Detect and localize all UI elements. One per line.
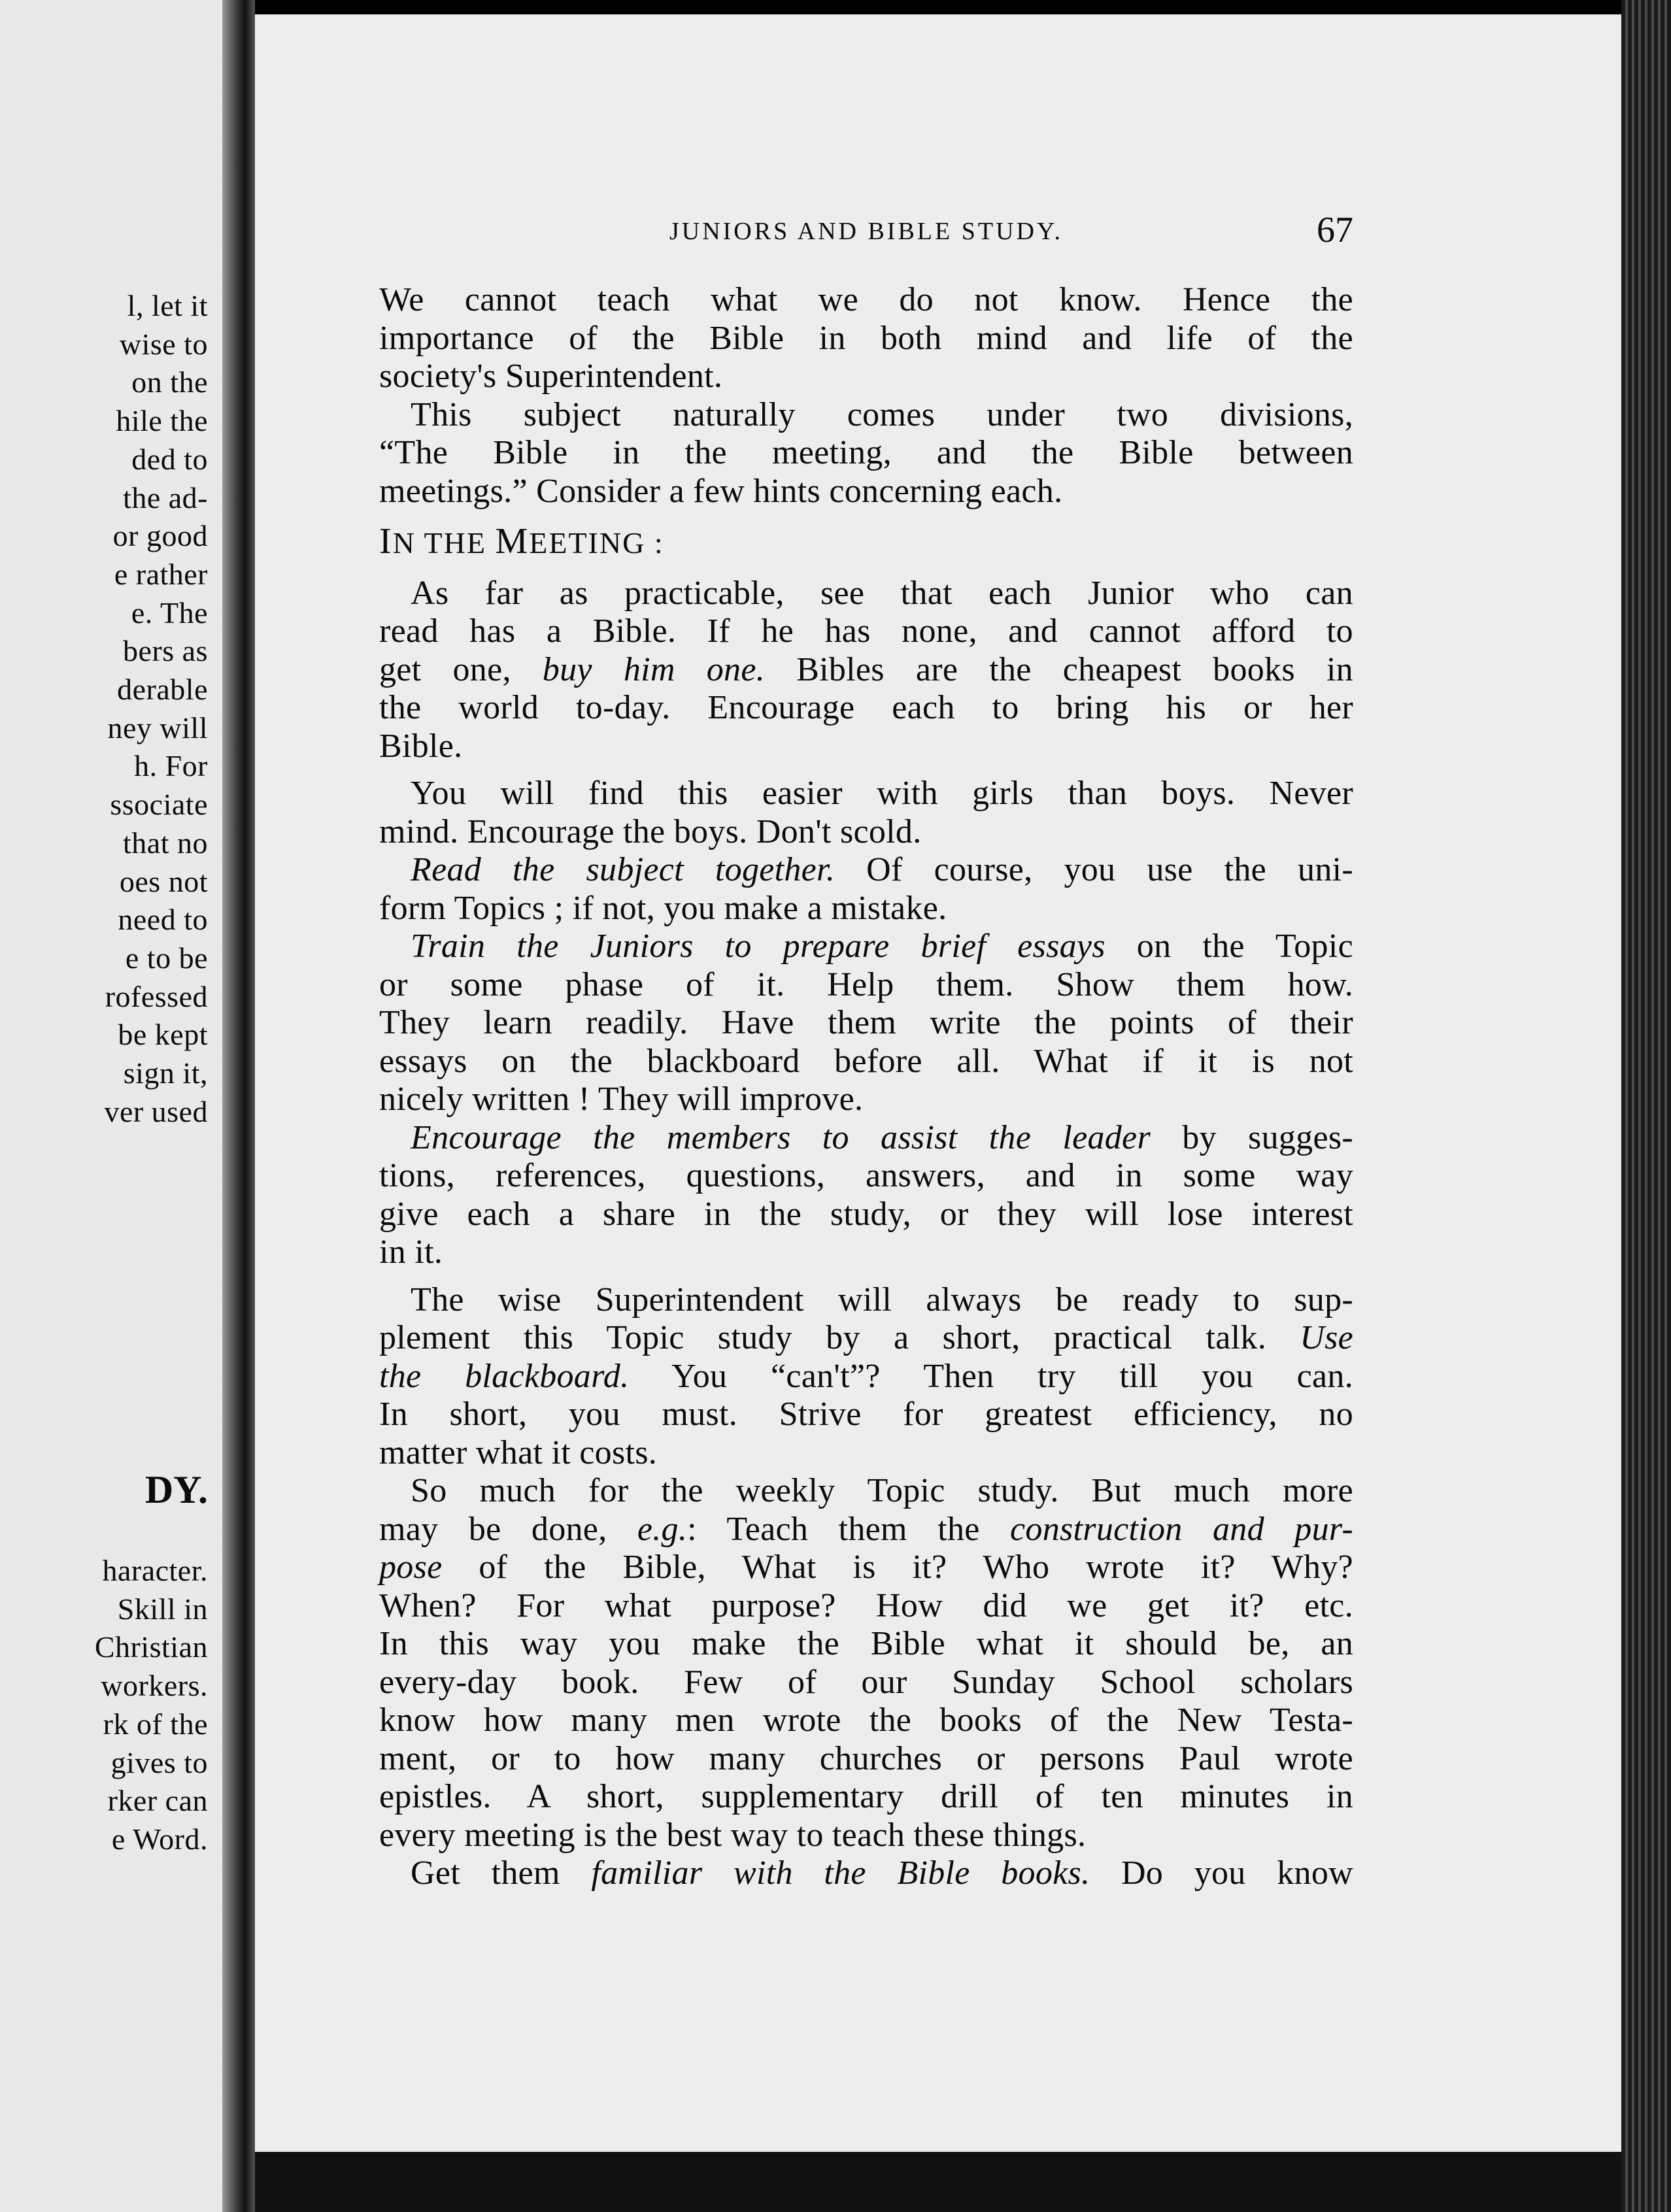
paragraph	[379, 1119, 1353, 1272]
text-line: every-day book. Few of our Sunday School scholars	[379, 1663, 1353, 1701]
text-line: When? For what purpose? How did we get it? etc.	[379, 1586, 1353, 1624]
text-line: You will find this easier with girls than boys. Never	[411, 775, 1353, 812]
left-page-line: derable	[117, 673, 208, 706]
left-page-line: or good	[112, 519, 208, 553]
left-page-line: rk of the	[103, 1707, 208, 1741]
page-body	[379, 281, 1353, 1893]
text-line: Encourage the members to assist the leader by sugges-	[411, 1118, 1353, 1156]
left-page-line: wise to	[119, 327, 208, 361]
text-line: mind. Encourage the boys. Don't scold.	[379, 813, 922, 850]
left-page-line: rker can	[107, 1784, 208, 1818]
text-line: We cannot teach what we do not know. Hence the	[379, 281, 1353, 318]
text-line: may be done, e.g.: Teach them the construction and pur-	[379, 1510, 1353, 1548]
text-line: In short, you must. Strive for greatest efficiency, no	[379, 1396, 1353, 1433]
text-line: Read the subject together. Of course, you use the uni-	[411, 851, 1353, 888]
text-line: As far as practicable, see that each Junior who can	[411, 574, 1353, 612]
paragraph	[379, 851, 1353, 928]
left-page-line: Christian	[94, 1630, 208, 1664]
left-page-line: need to	[118, 903, 208, 937]
text-line: or some phase of it. Help them. Show them how.	[379, 965, 1353, 1003]
text-line: read has a Bible. If he has none, and cannot afford to	[379, 612, 1353, 650]
left-page-line: be kept	[118, 1018, 208, 1052]
left-page-line: the ad-	[123, 480, 208, 514]
text-line: plement this Topic study by a short, practical talk. Use	[379, 1319, 1353, 1356]
page-number: 67	[1317, 210, 1353, 250]
text-line: So much for the weekly Topic study. But much more	[411, 1472, 1353, 1509]
left-page-line: sign it,	[123, 1056, 208, 1090]
text-line: Train the Juniors to prepare brief essays on the Topic	[411, 928, 1353, 965]
text-line: They learn readily. Have them write the points of their	[379, 1004, 1353, 1041]
paragraph	[379, 281, 1353, 396]
page-edge	[1621, 0, 1671, 2212]
left-page-heading: DY.	[144, 1468, 208, 1511]
left-page-line: on the	[131, 365, 208, 399]
text-line: Get them familiar with the Bible books. Do you know	[411, 1854, 1353, 1892]
text-line: The wise Superintendent will always be ready to sup-	[411, 1281, 1353, 1318]
text-line: ment, or to how many churches or persons Paul wrote	[379, 1739, 1353, 1777]
text-line: give each a share in the study, or they will lose interest	[379, 1195, 1353, 1233]
text-line: every meeting is the best way to teach these things.	[379, 1816, 1087, 1854]
left-page-line: e rather	[114, 557, 208, 591]
text-line: tions, references, questions, answers, and in some way	[379, 1157, 1353, 1194]
left-page-line: oes not	[119, 864, 208, 898]
text-line: In this way you make the Bible what it should be, an	[379, 1625, 1353, 1662]
paragraph	[379, 775, 1353, 851]
left-page-line: workers.	[101, 1669, 208, 1703]
text-line: importance of the Bible in both mind and life of the	[379, 319, 1353, 357]
paragraph	[379, 396, 1353, 511]
text-line: essays on the blackboard before all. What if it is not	[379, 1042, 1353, 1080]
left-page-line: e to be	[125, 941, 208, 975]
running-title: JUNIORS AND BIBLE STUDY.	[669, 218, 1064, 245]
left-page-line: e. The	[131, 595, 208, 629]
paragraph	[379, 575, 1353, 766]
left-page-line: ssociate	[110, 788, 208, 822]
left-page-line: Skill in	[117, 1592, 208, 1626]
left-page-fragment	[0, 0, 222, 2212]
text-line: Bible.	[379, 727, 463, 765]
text-line: form Topics ; if not, you make a mistake.	[379, 889, 947, 927]
text-line: the blackboard. You “can't”? Then try till you can.	[379, 1357, 1353, 1395]
text-line: know how many men wrote the books of the New Testa-	[379, 1701, 1353, 1739]
left-page-line: e Word.	[111, 1822, 208, 1856]
left-page-line: gives to	[110, 1745, 208, 1779]
text-line: meetings.” Consider a few hints concerning each.	[379, 472, 1063, 510]
text-line: the world to-day. Encourage each to bring his or her	[379, 689, 1353, 726]
text-line: This subject naturally comes under two divisions,	[411, 395, 1353, 433]
book-gutter	[222, 0, 255, 2212]
left-page-line: rofessed	[105, 979, 208, 1013]
text-line: epistles. A short, supplementary drill of ten minutes in	[379, 1778, 1353, 1815]
left-page-line: ver used	[104, 1094, 208, 1128]
text-line: pose of the Bible, What is it? Who wrote it? Why?	[379, 1549, 1353, 1586]
text-line: in it.	[379, 1233, 443, 1271]
left-page-line: l, let it	[127, 289, 208, 322]
left-page-line: ney will	[107, 711, 208, 745]
section-subheading: IN THE MEETING :	[379, 521, 664, 561]
text-line: matter what it costs.	[379, 1433, 658, 1471]
running-head	[379, 209, 1353, 261]
left-page-line: that no	[123, 826, 208, 860]
paragraph	[379, 1281, 1353, 1473]
left-page-line: hile the	[116, 404, 208, 438]
text-line: “The Bible in the meeting, and the Bible between	[379, 434, 1353, 471]
text-line: get one, buy him one. Bibles are the cheapest books in	[379, 650, 1353, 688]
left-page-line: ded to	[131, 442, 208, 476]
paragraph	[379, 1854, 1353, 1893]
text-line: society's Superintendent.	[379, 358, 723, 395]
left-page-line: haracter.	[102, 1554, 208, 1587]
left-page-line: h. For	[134, 749, 208, 783]
bottom-shadow	[255, 2152, 1621, 2212]
left-page-line: bers as	[123, 634, 208, 668]
text-line: nicely written ! They will improve.	[379, 1081, 864, 1118]
paragraph	[379, 928, 1353, 1119]
paragraph	[379, 1472, 1353, 1854]
